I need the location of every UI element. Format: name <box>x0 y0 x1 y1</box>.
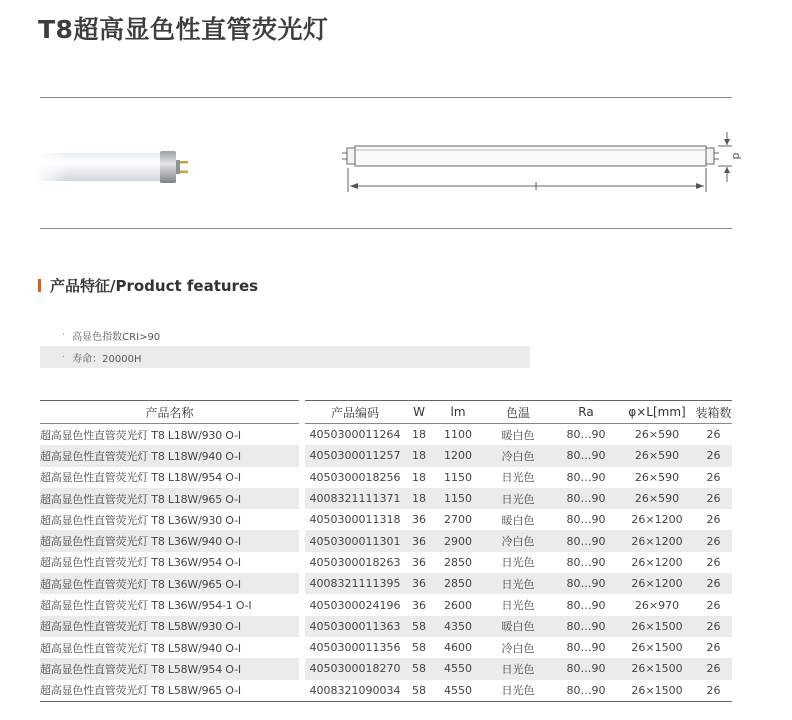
wattage-cell: 18 <box>412 470 426 484</box>
color-temp-cell: 日光色 <box>501 556 535 570</box>
color-temp-cell: 日光色 <box>483 658 553 679</box>
product-code-cell: 4050300011301 <box>305 530 405 551</box>
pack-qty-cell: 26 <box>695 488 732 509</box>
table-row <box>40 467 732 488</box>
product-code-cell: 4008321111371 <box>305 488 405 509</box>
header-cell: φ×L[mm] <box>619 401 695 424</box>
lumen-cell: 4600 <box>444 641 472 655</box>
dimension-cell: 26×590 <box>634 428 680 442</box>
product-code-cell: 4050300011356 <box>309 641 401 655</box>
wattage-cell: 18 <box>405 445 433 466</box>
pack-qty-cell: 26 <box>706 555 721 569</box>
pack-qty-cell: 26 <box>695 445 732 466</box>
ra-cell: 80…90 <box>553 616 619 637</box>
header-cell: 产品编码 <box>305 401 405 424</box>
color-temp-cell: 冷白色 <box>483 530 553 551</box>
product-code-cell: 4050300011264 <box>309 428 401 442</box>
product-name-cell: 超高显色性直管荧光灯 T8 L36W/954 O-I <box>40 556 241 570</box>
dimension-cell: 26×590 <box>619 445 695 466</box>
lumen-cell: 1150 <box>444 470 472 484</box>
feature-item <box>40 346 530 368</box>
product-code-cell: 4050300011363 <box>305 616 405 637</box>
bullet-icon: · <box>62 351 66 363</box>
dimension-cell: 26×1500 <box>619 680 695 702</box>
lamp-photo-image <box>36 150 196 184</box>
header-cell: Ra <box>553 401 619 424</box>
lumen-cell: 2700 <box>444 513 472 527</box>
lumen-cell: 2850 <box>433 573 483 594</box>
wattage-cell: 58 <box>405 658 433 679</box>
color-temp-cell: 日光色 <box>501 599 535 613</box>
ra-cell: 80…90 <box>553 530 619 551</box>
dimension-cell: 26×1500 <box>619 658 695 679</box>
dimension-cell: 26×590 <box>619 488 695 509</box>
product-name-cell: 超高显色性直管荧光灯 T8 L36W/930 O-I <box>40 513 241 527</box>
dimension-diagram <box>340 128 743 198</box>
pack-qty-cell: 26 <box>706 470 721 484</box>
product-name-cell: 超高显色性直管荧光灯 T8 L18W/954 O-I <box>40 471 241 485</box>
color-temp-cell: 日光色 <box>483 680 553 702</box>
lumen-cell: 1200 <box>433 445 483 466</box>
feature-item <box>40 324 530 346</box>
dimension-cell: 26×1200 <box>619 530 695 551</box>
table-row <box>40 424 732 446</box>
wattage-cell: 36 <box>412 598 426 612</box>
header-cell: 装箱数 <box>695 401 732 424</box>
table-row <box>40 488 732 509</box>
product-code-cell: 4050300018256 <box>309 470 401 484</box>
product-name-cell: 超高显色性直管荧光灯 T8 L18W/965 O-I <box>40 488 299 509</box>
ra-cell: 80…90 <box>566 428 606 442</box>
ra-cell: 80…90 <box>566 513 606 527</box>
ra-cell: 80…90 <box>553 573 619 594</box>
lumen-cell: 2850 <box>444 555 472 569</box>
section-accent-bar <box>38 279 41 292</box>
header-cell: 产品名称 <box>40 401 299 424</box>
product-features-heading <box>38 275 258 296</box>
lumen-cell: 1150 <box>433 488 483 509</box>
product-name-cell: 超高显色性直管荧光灯 T8 L58W/930 O-I <box>40 616 299 637</box>
pack-qty-cell: 26 <box>706 641 721 655</box>
ra-cell: 80…90 <box>553 488 619 509</box>
product-name-cell: 超高显色性直管荧光灯 T8 L36W/965 O-I <box>40 573 299 594</box>
header-cell: lm <box>433 401 483 424</box>
length-label: l <box>534 180 538 193</box>
color-temp-cell: 暖白色 <box>501 513 535 527</box>
ra-cell: 80…90 <box>566 598 606 612</box>
pack-qty-cell: 26 <box>706 428 721 442</box>
lumen-cell: 4350 <box>433 616 483 637</box>
pack-qty-cell: 26 <box>706 513 721 527</box>
dimension-cell: 26×1200 <box>631 555 683 569</box>
product-name-cell: 超高显色性直管荧光灯 T8 L58W/965 O-I <box>40 680 299 702</box>
color-temp-cell: 冷白色 <box>501 641 535 655</box>
product-code-cell: 4050300024196 <box>309 598 401 612</box>
product-name-cell: 超高显色性直管荧光灯 T8 L36W/954-1 O-I <box>40 599 252 613</box>
page-title: T8超高显色性直管荧光灯 <box>38 15 329 44</box>
wattage-cell: 18 <box>412 428 426 442</box>
lumen-cell: 2900 <box>433 530 483 551</box>
dimension-cell: 26×1200 <box>631 513 683 527</box>
wattage-cell: 58 <box>405 616 433 637</box>
diameter-label: d <box>730 152 743 160</box>
product-code-cell: 4050300011318 <box>309 513 401 527</box>
wattage-cell: 36 <box>405 573 433 594</box>
product-code-cell: 4050300018270 <box>305 658 405 679</box>
table-row <box>40 573 732 594</box>
product-name-cell: 超高显色性直管荧光灯 T8 L18W/940 O-I <box>40 445 299 466</box>
lumen-cell: 4550 <box>433 658 483 679</box>
dimension-cell: 26×590 <box>634 470 680 484</box>
table-row <box>40 658 732 679</box>
feature-text: 寿命：20000H <box>72 353 142 365</box>
lumen-cell: 4550 <box>433 680 483 702</box>
table-row <box>40 616 732 637</box>
pack-qty-cell: 26 <box>695 680 732 702</box>
product-name-cell: 超高显色性直管荧光灯 T8 L36W/940 O-I <box>40 530 299 551</box>
color-temp-cell: 暖白色 <box>501 428 535 442</box>
ra-cell: 80…90 <box>566 641 606 655</box>
product-code-cell: 4050300011257 <box>305 445 405 466</box>
table-row <box>40 445 732 466</box>
product-code-cell: 4050300018263 <box>309 555 401 569</box>
pack-qty-cell: 26 <box>695 573 732 594</box>
ra-cell: 80…90 <box>566 470 606 484</box>
table-row <box>40 680 732 702</box>
wattage-cell: 36 <box>412 555 426 569</box>
product-code-cell: 4008321111395 <box>305 573 405 594</box>
pack-qty-cell: 26 <box>706 598 721 612</box>
table-row <box>40 530 732 551</box>
color-temp-cell: 日光色 <box>483 488 553 509</box>
ra-cell: 80…90 <box>566 555 606 569</box>
product-name-cell: 超高显色性直管荧光灯 T8 L58W/940 O-I <box>40 641 241 655</box>
product-spec-table <box>40 400 732 702</box>
wattage-cell: 36 <box>412 513 426 527</box>
ra-cell: 80…90 <box>553 658 619 679</box>
wattage-cell: 58 <box>412 641 426 655</box>
pack-qty-cell: 26 <box>695 616 732 637</box>
header-cell: W <box>405 401 433 424</box>
product-name-cell: 超高显色性直管荧光灯 T8 L58W/954 O-I <box>40 658 299 679</box>
color-temp-cell: 日光色 <box>501 471 535 485</box>
color-temp-cell: 冷白色 <box>483 445 553 466</box>
section-title: 产品特征/Product features <box>50 277 259 295</box>
product-code-cell: 4008321090034 <box>305 680 405 702</box>
feature-text: 高显色指数CRI>90 <box>72 331 161 343</box>
bottom-divider <box>40 228 732 229</box>
table-row <box>40 552 732 573</box>
table-row <box>40 637 732 658</box>
wattage-cell: 58 <box>405 680 433 702</box>
dimension-cell: 26×1500 <box>619 616 695 637</box>
lumen-cell: 2600 <box>444 598 472 612</box>
ra-cell: 80…90 <box>553 445 619 466</box>
dimension-cell: 26×970 <box>634 598 680 612</box>
dimension-cell: 26×1200 <box>619 573 695 594</box>
pack-qty-cell: 26 <box>695 658 732 679</box>
dimension-cell: 26×1500 <box>631 641 683 655</box>
wattage-cell: 18 <box>405 488 433 509</box>
table-row <box>40 509 732 530</box>
product-name-cell: 超高显色性直管荧光灯 T8 L18W/930 O-I <box>40 428 241 442</box>
header-cell: 色温 <box>483 401 553 424</box>
table-row <box>40 594 732 615</box>
pack-qty-cell: 26 <box>695 530 732 551</box>
color-temp-cell: 暖白色 <box>483 616 553 637</box>
table-header-row <box>40 401 732 424</box>
lumen-cell: 1100 <box>444 428 472 442</box>
bullet-icon: · <box>62 329 66 341</box>
color-temp-cell: 日光色 <box>483 573 553 594</box>
wattage-cell: 36 <box>405 530 433 551</box>
top-divider <box>40 97 732 98</box>
ra-cell: 80…90 <box>553 680 619 702</box>
